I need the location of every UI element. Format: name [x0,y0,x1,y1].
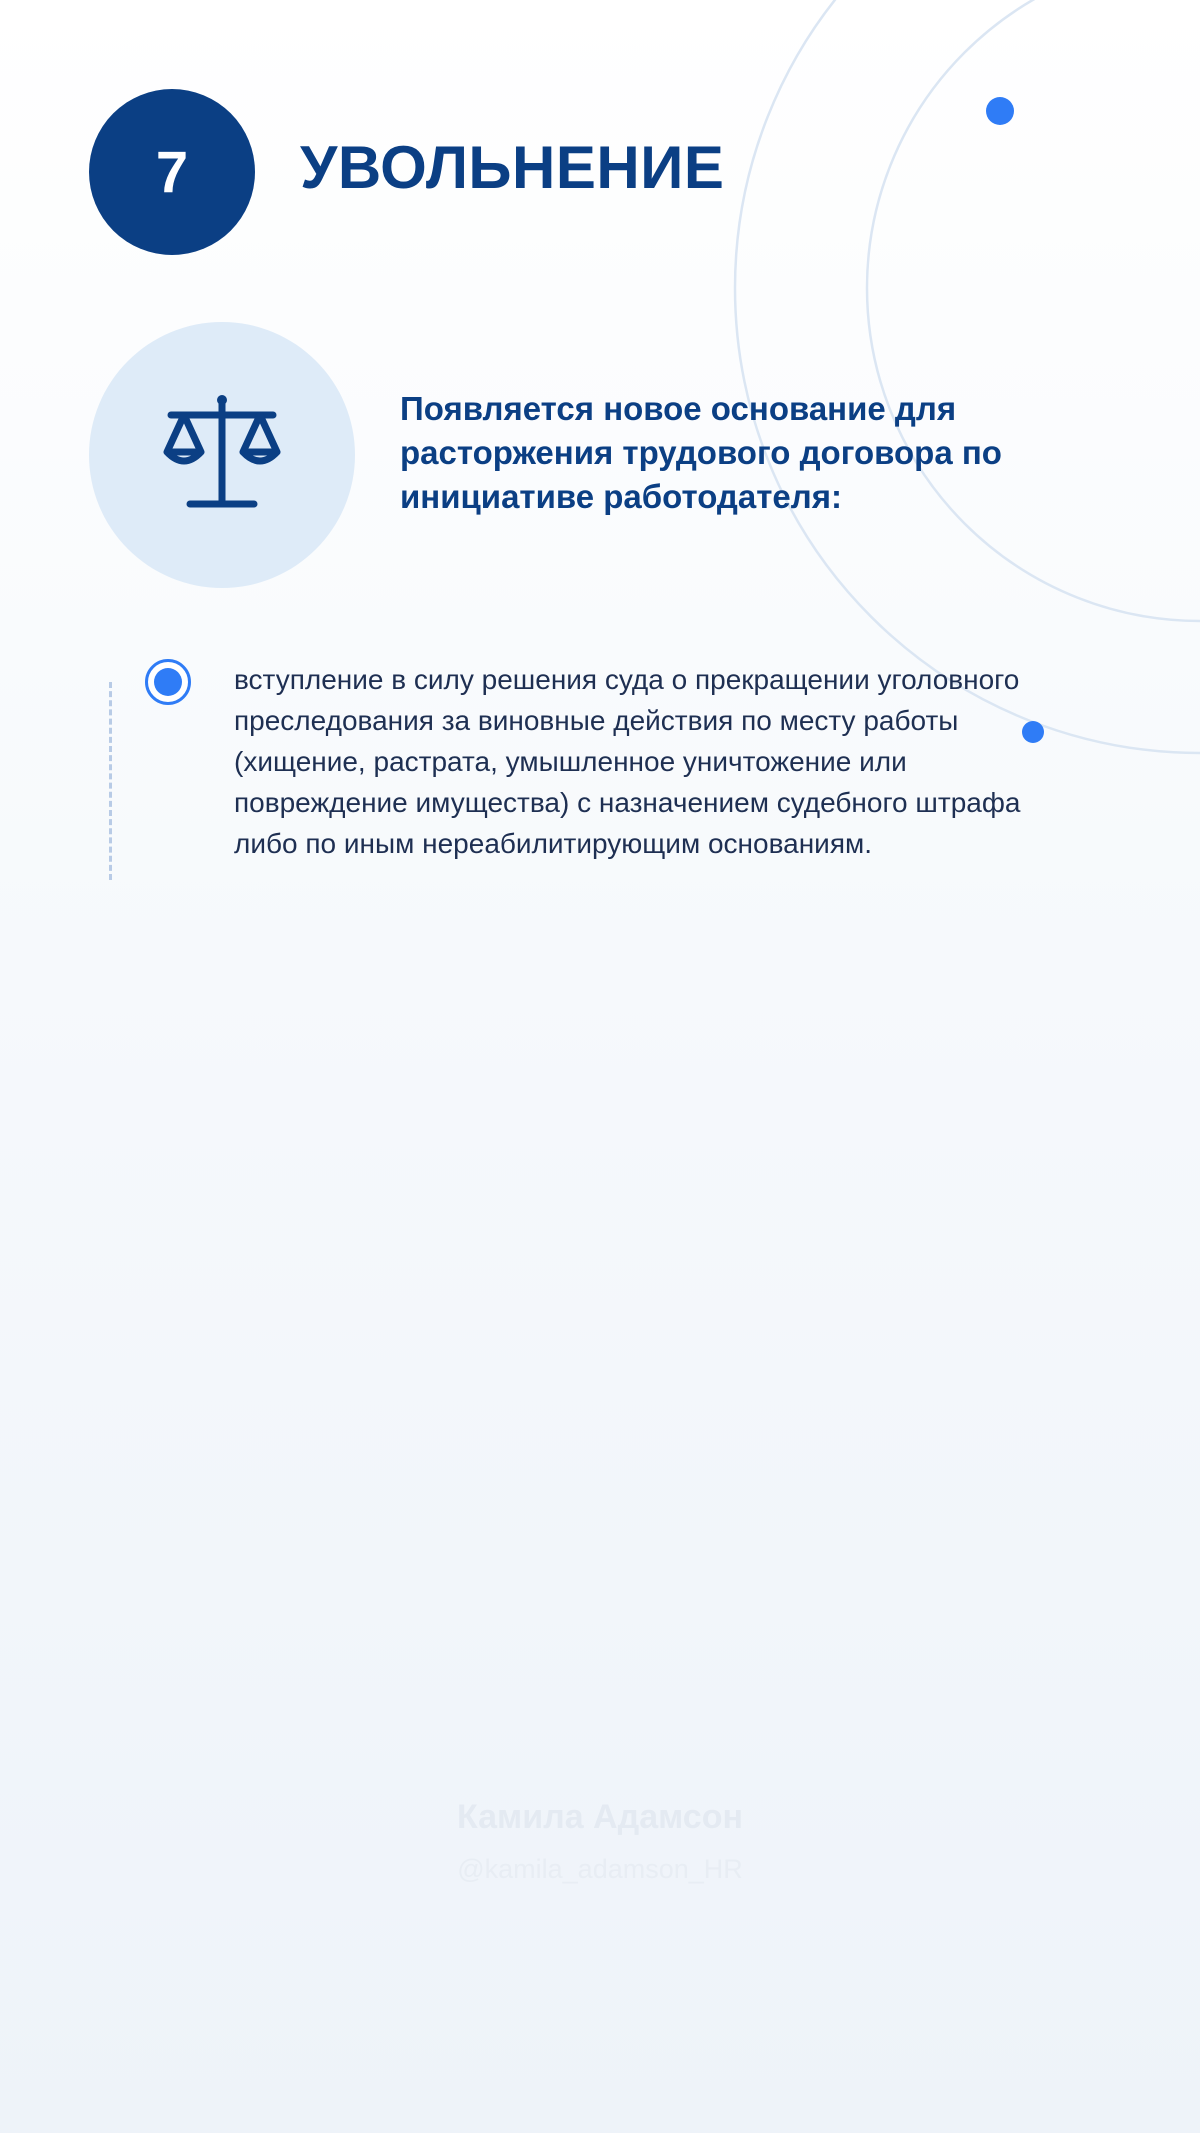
radio-dot-icon [145,659,191,705]
point-text: вступление в силу решения суда о прекращении уголовного преследования за виновные действия по месту работы (хищение, растрата, умышленное уничтожение или повреждение имущества) с назначением судебного штрафа либо по иным нереабилитирующим основаниям. [234,664,1021,859]
step-number-badge: 7 [89,89,255,255]
section-title: УВОЛЬНЕНИЕ [300,134,725,201]
icon-circle [89,322,355,588]
author-handle-watermark: @kamila_adamson_HR [457,1854,743,1884]
lead-text: Появляется новое основание для расторжения трудового договора по инициативе работодателя: [400,390,1002,515]
scales-icon [157,390,287,520]
timeline-dashed-line [109,682,112,880]
author-watermark: Камила Адамсон [456,1798,744,1836]
